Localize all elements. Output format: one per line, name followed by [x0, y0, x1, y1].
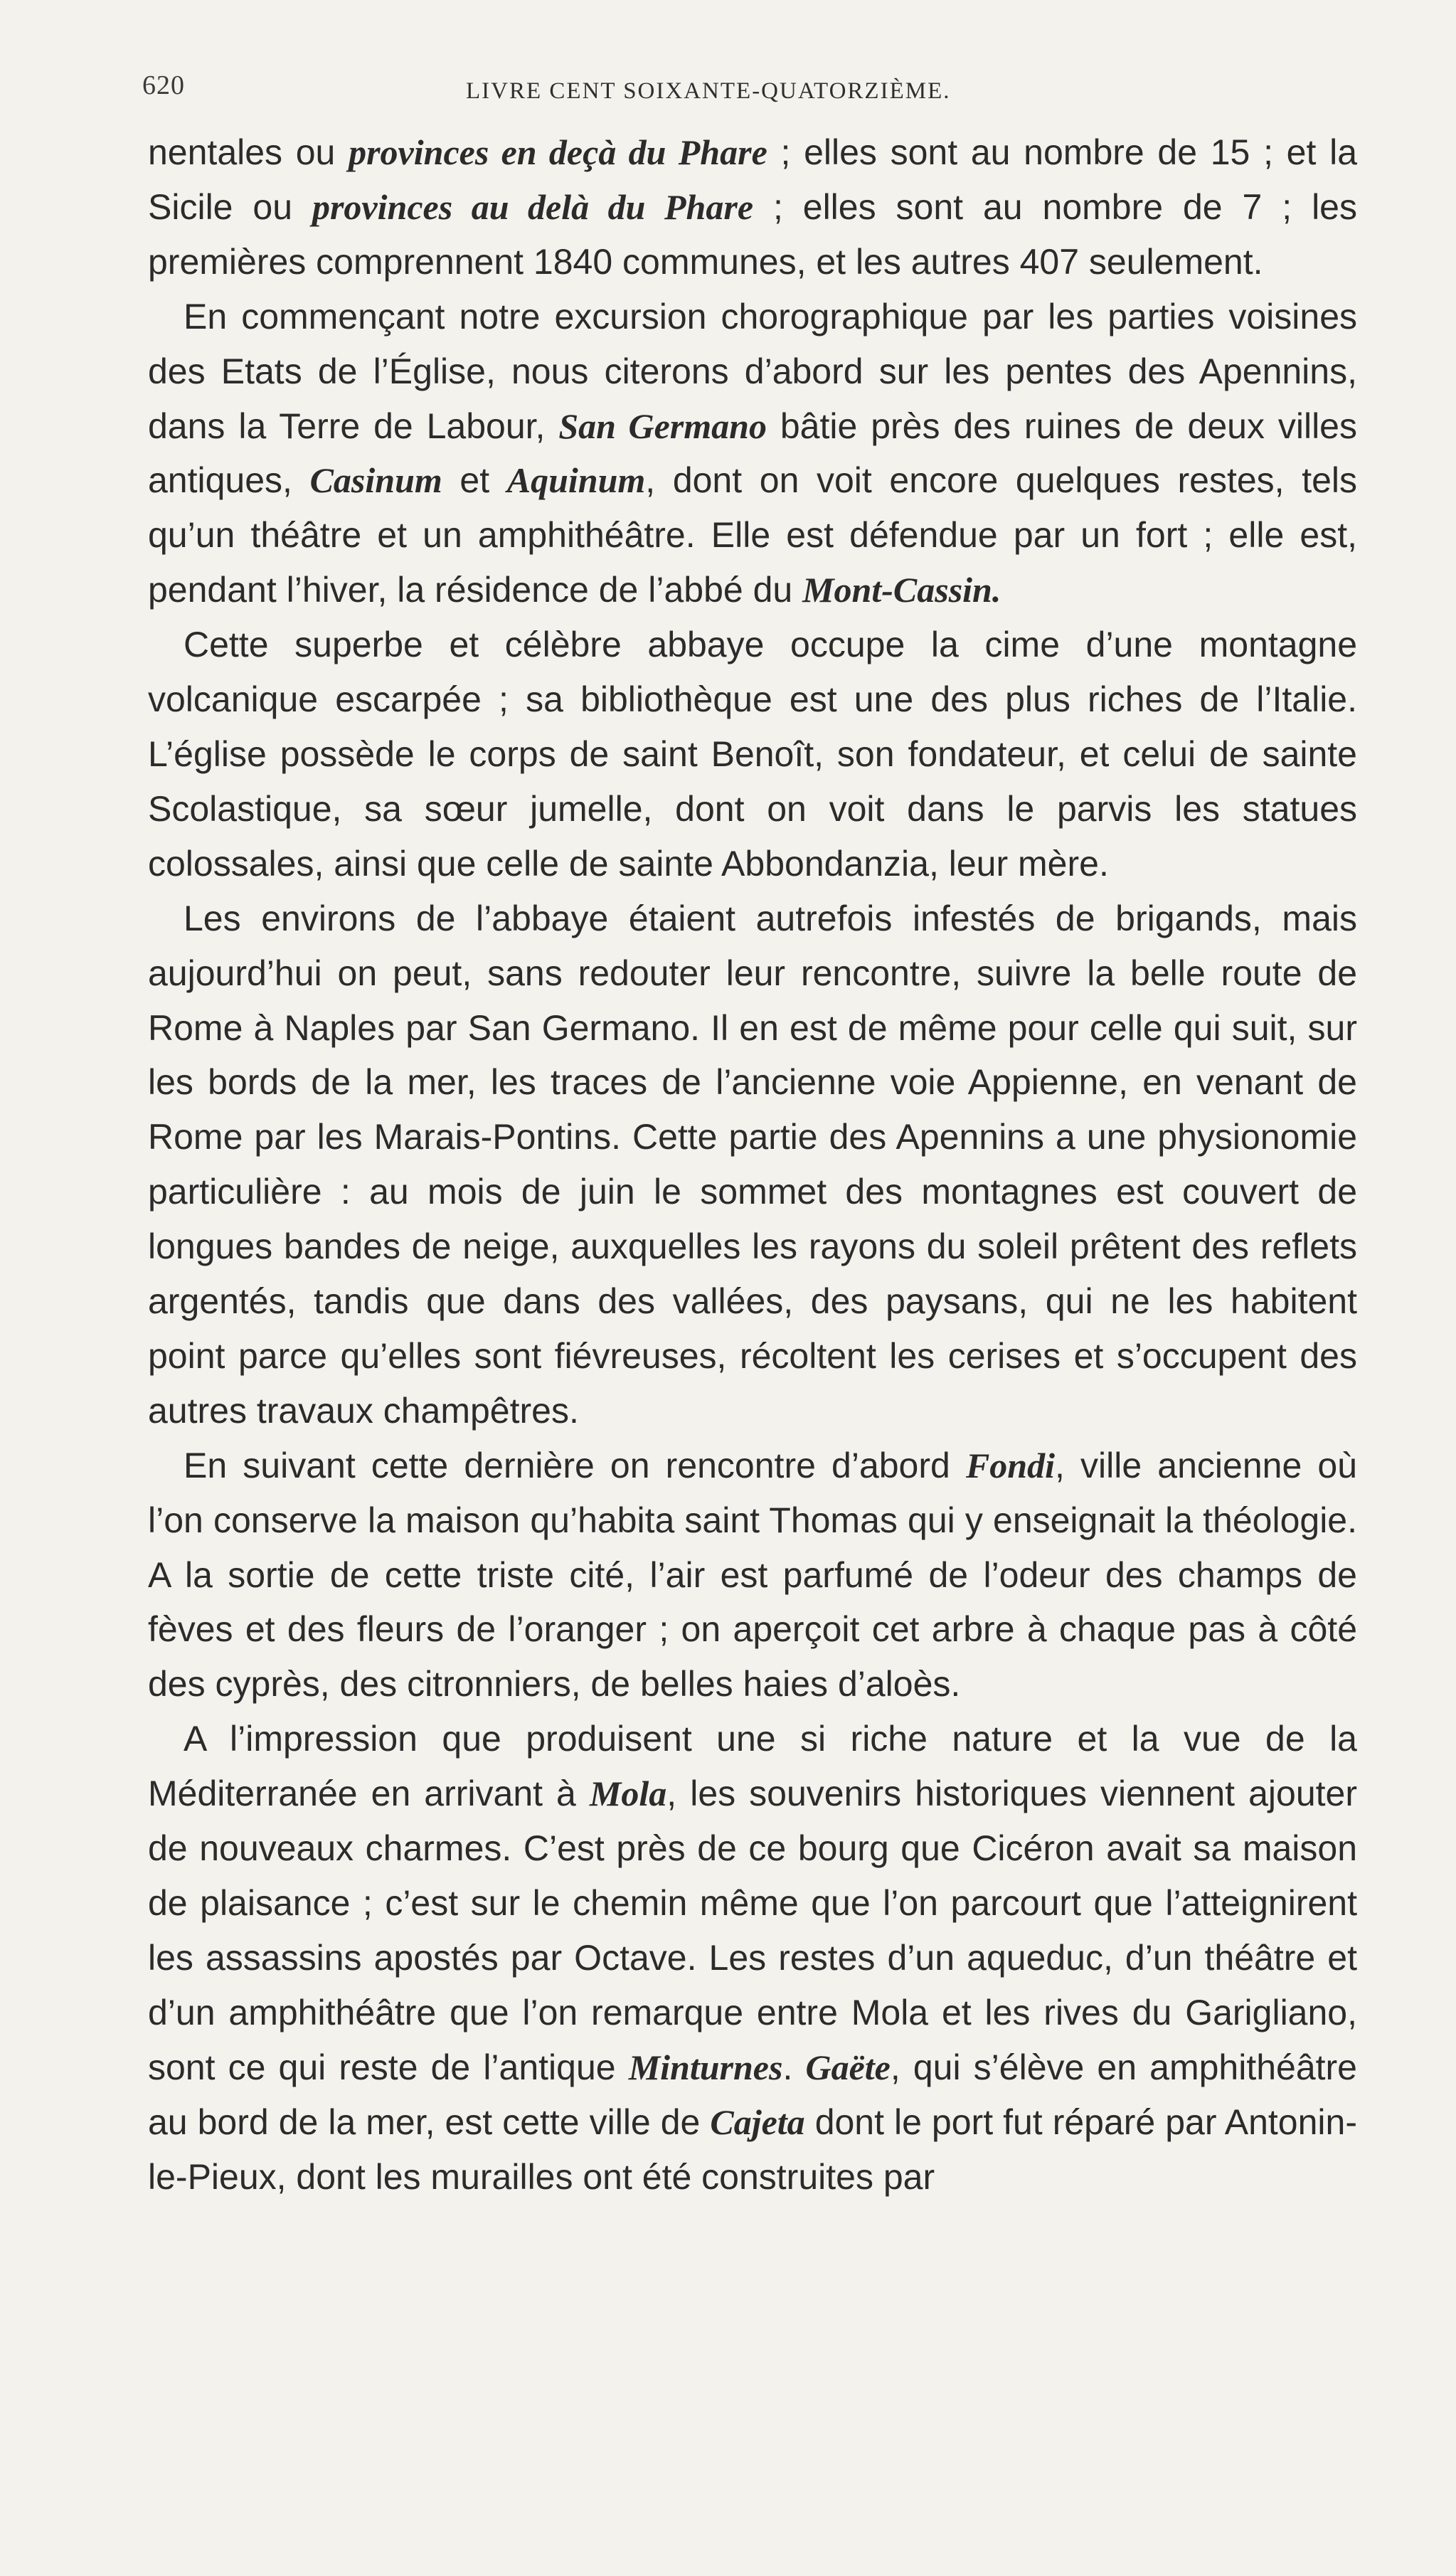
- paragraph: [148, 1438, 1357, 1712]
- text-run: , les souvenirs historiques viennent ajouter de nouveaux charmes. C’est près de ce bourg que Cicéron avait sa maison de plaisance ; c’est sur le chemin même que l’on parcourt que l’atteignirent les assassins apostés par Octave. Les restes d’un aqueduc, d’un théâtre et d’un amphithéâtre que l’on remarque entre Mola et les rives du Garigliano, sont ce qui reste de l’antique: [148, 1774, 1357, 2087]
- text-run: .: [782, 2047, 806, 2087]
- text-run: Les environs de l’abbaye étaient autrefois infestés de brigands, mais aujourd’hui on peut, sans redouter leur rencontre, suivre la belle route de Rome à Naples par San Germano. Il en est de même pour celle qui suit, sur les bords de la mer, les traces de l’ancienne voie Appienne, en venant de Rome par les Marais-Pontins. Cette partie des Apennins a une physionomie particulière : au mois de juin le sommet des montagnes est couvert de longues bandes de neige, auxquelles les rayons du soleil prêtent des reflets argentés, tandis que dans des vallées, des paysans, qui ne les habitent point parce qu’elles sont fiévreuses, récoltent les cerises et s’occupent des autres travaux champêtres.: [148, 898, 1357, 1431]
- text-run: A l’impression que produisent une si riche nature et la vue de la Méditerranée en arrivant à: [148, 1719, 1357, 1814]
- text-run: Cette superbe et célèbre abbaye occupe la cime d’une montagne volcanique escarpée ; sa bibliothèque est une des plus riches de l’Italie. L’église possède le corps de saint Benoît, son fondateur, et celui de sainte Scolastique, sa sœur jumelle, dont on voit dans le parvis les statues colossales, ainsi que celle de sainte Abbondanzia, leur mère.: [148, 625, 1357, 884]
- text-run: et: [442, 460, 507, 501]
- paragraph: [148, 891, 1357, 1438]
- text-run: ; elles sont au nombre de 15 ; et la Sicile ou: [148, 132, 1358, 227]
- italic-term: Casinum: [309, 460, 442, 501]
- paragraph: [148, 290, 1357, 618]
- text-run: , dont on voit encore quelques restes, tels qu’un théâtre et un amphithéâtre. Elle est défendue par un fort ; elle est, pendant l’hiver, la résidence de l’abbé du: [148, 460, 1357, 610]
- text-run: , ville ancienne où l’on conserve la maison qu’habita saint Thomas qui y enseignait la théologie. A la sortie de cette triste cité, l’air est parfumé de l’odeur des champs de fèves et des fleurs de l’oranger ; on aperçoit cet arbre à chaque pas à côté des cyprès, des citronniers, de belles haies d’aloès.: [148, 1445, 1357, 1705]
- italic-term: provinces au delà du Phare: [312, 186, 754, 227]
- italic-term: provinces en deçà du Phare: [349, 132, 767, 172]
- italic-term: San Germano: [558, 406, 767, 446]
- italic-term: Aquinum: [506, 460, 646, 501]
- text-run: nentales ou: [148, 132, 349, 172]
- text-run: En suivant cette dernière on rencontre d’abord: [184, 1445, 966, 1485]
- italic-term: Mont-Cassin.: [802, 570, 1001, 610]
- text-run: bâtie près des ruines de deux villes antiques,: [148, 406, 1357, 501]
- italic-term: Cajeta: [710, 2101, 805, 2142]
- text-run: dont le port fut réparé par Antonin-le-Pieux, dont les murailles ont été construites par: [148, 2101, 1357, 2197]
- italic-term: Mola: [589, 1774, 667, 1814]
- page-number: 620: [142, 70, 185, 100]
- running-title: LIVRE CENT SOIXANTE-QUATORZIÈME.: [466, 78, 951, 104]
- italic-term: Minturnes: [628, 2047, 783, 2087]
- paragraph: [148, 125, 1357, 290]
- body-text: [148, 125, 1357, 2204]
- text-run: En commençant notre excursion chorographique par les parties voisines des Etats de l’Église, nous citerons d’abord sur les pentes des Apennins, dans la Terre de Labour,: [148, 296, 1357, 446]
- italic-term: Fondi: [965, 1445, 1056, 1485]
- paragraph: [148, 1712, 1357, 2204]
- page-header: [142, 70, 1351, 112]
- text-run: , qui s’élève en amphithéâtre au bord de la mer, est cette ville de: [148, 2047, 1357, 2142]
- paragraph: [148, 618, 1357, 891]
- text-run: ; elles sont au nombre de 7 ; les premières comprennent 1840 communes, et les autres 407 seulement.: [148, 186, 1357, 282]
- italic-term: Gaëte: [805, 2047, 891, 2087]
